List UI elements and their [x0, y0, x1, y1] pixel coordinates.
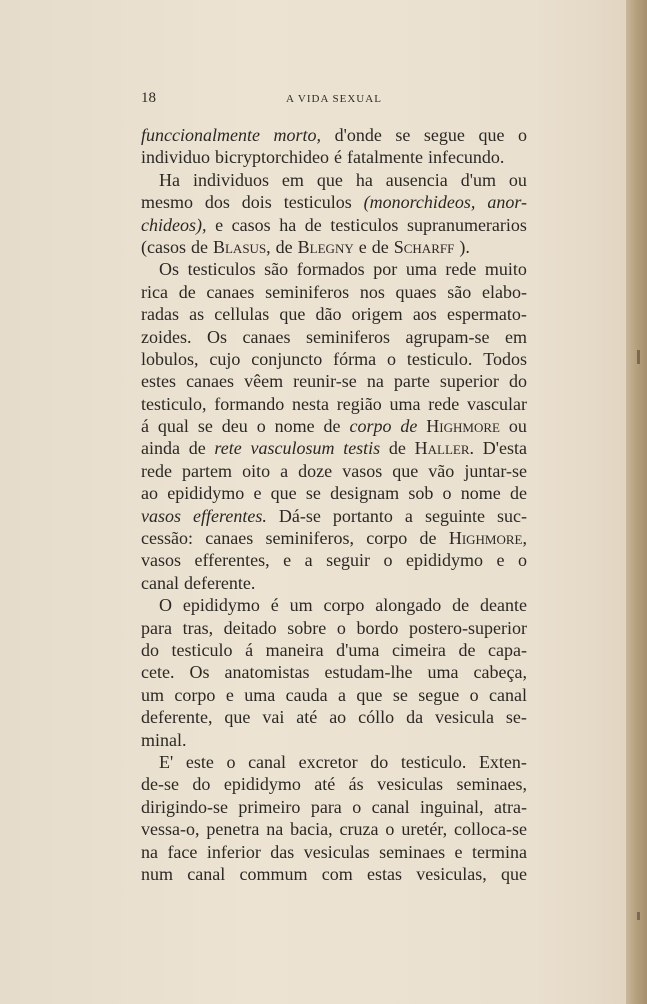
word: vasos	[141, 505, 181, 526]
word: Scharff	[393, 236, 455, 257]
word: de	[419, 528, 437, 549]
word: do	[508, 371, 527, 392]
text-line	[141, 661, 527, 683]
word: morto,	[273, 125, 322, 145]
word: d'onde	[334, 125, 382, 145]
word: com	[321, 863, 353, 884]
word: á	[141, 416, 149, 437]
word: Haller.	[414, 438, 475, 459]
word: testiculo.	[406, 348, 473, 369]
word: de	[178, 281, 196, 302]
word: que	[392, 460, 419, 481]
word: um	[289, 595, 313, 616]
word: formados	[296, 259, 365, 280]
word: anor-	[487, 192, 527, 213]
text-line	[141, 482, 527, 504]
word: na	[266, 819, 284, 840]
word: canal	[248, 751, 287, 772]
word: parte	[393, 371, 430, 392]
word: seminaes	[379, 841, 446, 862]
word: sob	[408, 483, 434, 504]
word: as	[189, 304, 205, 325]
word: atra-	[493, 796, 527, 817]
word: dois	[241, 192, 272, 213]
word: seguinte	[424, 505, 485, 526]
word: D'esta	[482, 438, 527, 459]
word: o	[383, 550, 393, 571]
word: nesta	[292, 393, 329, 414]
word: que	[279, 304, 306, 325]
word: de	[400, 416, 418, 437]
word: zoides.	[141, 326, 192, 347]
text-line	[141, 124, 527, 146]
word: Blegny	[297, 236, 354, 257]
word: a	[338, 684, 346, 705]
word: minal.	[141, 729, 187, 750]
word: cruza	[339, 819, 379, 840]
word: canal	[371, 796, 410, 817]
word: Exten-	[478, 751, 527, 772]
word: reunir-se	[293, 371, 357, 392]
word: (monorchideos,	[363, 192, 476, 213]
word: aos	[412, 304, 437, 325]
word: efferentes,	[194, 550, 270, 571]
word: e	[283, 550, 292, 571]
word: a	[304, 550, 313, 571]
word: e	[496, 550, 505, 571]
word: anatomistas	[224, 662, 310, 683]
word: cujo	[209, 348, 241, 369]
word: corpo	[349, 416, 392, 437]
word: oito	[242, 460, 271, 481]
word: a	[404, 505, 413, 526]
word: doze	[298, 460, 333, 481]
word: de	[190, 236, 208, 257]
text-line	[141, 841, 527, 863]
word: mesmo	[141, 192, 193, 213]
word: de	[371, 236, 389, 257]
word: formando	[214, 393, 285, 414]
word: testiculos	[283, 192, 352, 213]
word: nome	[274, 416, 315, 437]
word: rede	[141, 460, 172, 481]
word: o	[517, 125, 527, 145]
word: espermato-	[446, 304, 527, 325]
page-edge	[626, 0, 647, 1004]
word: do	[141, 639, 159, 660]
word: se	[197, 416, 213, 437]
word: de	[452, 595, 470, 616]
word: vascular	[467, 393, 527, 414]
word: da	[406, 707, 424, 728]
word: fórma	[333, 348, 377, 369]
word: sobre	[287, 617, 327, 638]
word: agrupam-se	[405, 326, 490, 347]
word: Highmore	[426, 416, 500, 437]
word: vasculosum	[250, 438, 335, 459]
word: e	[215, 214, 224, 235]
word: testiculo.	[400, 751, 467, 772]
word: postero-superior	[409, 617, 527, 638]
word: corpo	[174, 684, 216, 705]
word: é	[333, 147, 342, 168]
word: deitado	[223, 617, 277, 638]
word: uretér,	[401, 819, 448, 840]
word: bacia,	[290, 819, 333, 840]
word: uma	[244, 684, 276, 705]
word: uma	[389, 393, 421, 414]
word: primeiro	[238, 796, 301, 817]
word: de	[388, 438, 406, 459]
word: é	[270, 595, 279, 616]
word: na	[141, 841, 158, 862]
word: ).	[459, 236, 470, 257]
word: cabeça,	[473, 662, 527, 683]
word: portanto	[332, 505, 393, 526]
text-line	[141, 594, 527, 616]
word: chideos),	[141, 214, 207, 235]
word: ausencia	[385, 169, 448, 190]
running-title: A VIDA SEXUAL	[286, 93, 382, 105]
word: se	[305, 483, 321, 504]
word: cauda	[285, 684, 328, 705]
word: são	[447, 281, 472, 302]
word: uma	[427, 662, 459, 683]
word: até	[296, 707, 318, 728]
word: vesiculas,	[416, 863, 487, 884]
word: deante	[480, 595, 527, 616]
word: canal	[141, 572, 179, 593]
word: cimeira	[391, 639, 446, 660]
word: de	[458, 639, 476, 660]
text-line	[141, 527, 527, 549]
text-line	[141, 437, 527, 459]
word: nos	[359, 281, 385, 302]
word: lobulos,	[141, 348, 199, 369]
word: seminiferos,	[265, 528, 354, 549]
word: inguinal,	[420, 796, 484, 817]
word: Todos	[483, 348, 527, 369]
word: excretor	[298, 751, 358, 772]
word: quaes	[395, 281, 437, 302]
word: estudam-lhe	[324, 662, 413, 683]
text-line	[141, 393, 527, 415]
word: de-se	[141, 774, 179, 795]
word: e	[454, 841, 463, 862]
word: Highmore,	[448, 528, 527, 549]
word: infecundo.	[427, 147, 505, 168]
page-number: 18	[141, 90, 156, 106]
text-line	[141, 617, 527, 639]
word: cete.	[141, 662, 175, 683]
word: vesiculas	[377, 774, 444, 795]
word: estes	[141, 371, 176, 392]
word: seminiferos	[265, 281, 350, 302]
word: este	[185, 751, 214, 772]
word: que	[500, 863, 527, 884]
word: vesiculas	[303, 841, 370, 862]
text-line	[141, 214, 527, 236]
word: de	[275, 236, 293, 257]
word: por	[373, 259, 398, 280]
word: ao	[329, 707, 347, 728]
word: e	[358, 236, 367, 257]
text-line	[141, 191, 527, 213]
word: cóllo	[358, 707, 395, 728]
word: Blasus,	[212, 236, 271, 257]
word: seguir	[326, 550, 371, 571]
word: canal	[489, 684, 527, 705]
text-line	[141, 863, 527, 885]
text-line	[141, 281, 527, 303]
word: bordo	[356, 617, 399, 638]
text-line	[141, 706, 527, 728]
word: conjuncto	[251, 348, 323, 369]
word: de	[188, 438, 206, 459]
word: o	[386, 348, 396, 369]
word: epididymo	[223, 774, 301, 795]
word: se-	[505, 707, 527, 728]
word: são	[264, 259, 289, 280]
word: partem	[182, 460, 233, 481]
text-line	[141, 415, 527, 437]
word: colloca-se	[453, 819, 527, 840]
word: até	[314, 774, 336, 795]
word: segue	[423, 125, 465, 145]
word: de	[304, 214, 322, 235]
word: vão	[428, 460, 455, 481]
word: e	[253, 483, 262, 504]
word: capa-	[488, 639, 527, 660]
text-line	[141, 505, 527, 527]
edge-mark	[637, 912, 640, 920]
text-line	[141, 303, 527, 325]
text-line	[141, 460, 527, 482]
word: fatalmente	[346, 147, 423, 168]
word: corpo	[323, 595, 365, 616]
word: funccionalmente	[141, 125, 260, 145]
word: vasos	[342, 460, 383, 481]
word: Ha	[159, 169, 180, 190]
word: ou	[508, 416, 527, 437]
word: rete	[214, 438, 242, 459]
word: corpo	[366, 528, 408, 549]
text-line	[141, 169, 527, 191]
body-text	[141, 124, 527, 885]
word: supranumerarios	[406, 214, 527, 235]
word: radas	[141, 304, 179, 325]
word: de	[323, 416, 341, 437]
word: Os	[189, 662, 210, 683]
word: d'uma	[336, 639, 380, 660]
word: testis	[343, 438, 381, 459]
word: inferior	[206, 841, 261, 862]
text-line	[141, 729, 527, 751]
word: testiculo,	[141, 393, 207, 414]
word: dirigindo-se	[141, 796, 228, 817]
page-header	[141, 90, 527, 110]
word: o	[256, 416, 266, 437]
word: muito	[484, 259, 527, 280]
word: ha	[279, 214, 297, 235]
word: o	[352, 796, 362, 817]
word: seminiferos	[306, 326, 390, 347]
word: se	[395, 125, 411, 145]
word: ainda	[141, 438, 180, 459]
word: dos	[204, 192, 230, 213]
word: vêem	[244, 371, 284, 392]
word: bicryptorchideo	[215, 147, 329, 168]
word: o	[336, 617, 346, 638]
word: seminaes,	[456, 774, 527, 795]
word: (casos	[141, 236, 186, 257]
word: uma	[405, 259, 437, 280]
word: que	[270, 483, 297, 504]
text-line	[141, 639, 527, 661]
word: para	[310, 796, 342, 817]
word: á	[245, 639, 254, 660]
word: e	[225, 684, 234, 705]
word: em	[281, 169, 304, 190]
word: face	[167, 841, 198, 862]
word: designam	[330, 483, 400, 504]
word: juntar-se	[464, 460, 527, 481]
word: das	[270, 841, 295, 862]
word: termina	[471, 841, 527, 862]
word: rede	[445, 259, 477, 280]
word: canal	[187, 863, 226, 884]
word: na	[366, 371, 384, 392]
word: em	[505, 326, 527, 347]
word: testiculo	[171, 639, 233, 660]
word: testiculos	[187, 259, 256, 280]
word: commum	[239, 863, 308, 884]
word: individuo	[141, 147, 211, 168]
word: o	[518, 550, 527, 571]
word: alongado	[375, 595, 442, 616]
word: qual	[157, 416, 189, 437]
word: O	[159, 595, 172, 616]
word: tras,	[182, 617, 214, 638]
word: para	[141, 617, 172, 638]
word: dão	[315, 304, 342, 325]
word: que	[224, 707, 251, 728]
word: ou	[508, 169, 527, 190]
text-line	[141, 684, 527, 706]
word: deu	[221, 416, 248, 437]
word: elabo-	[481, 281, 527, 302]
edge-mark	[637, 350, 640, 364]
word: epididymo	[182, 595, 260, 616]
word: efferentes.	[193, 505, 267, 526]
text-line	[141, 572, 527, 594]
word: de	[509, 483, 527, 504]
word: d'um	[460, 169, 496, 190]
word: suc-	[496, 505, 527, 526]
text-line	[141, 348, 527, 370]
word: o	[385, 819, 395, 840]
word: vasos	[141, 550, 181, 571]
text-line	[141, 796, 527, 818]
word: segue	[418, 684, 460, 705]
word: canaes	[242, 326, 291, 347]
word: deferente.	[183, 572, 256, 593]
word: o	[442, 483, 452, 504]
word: Os	[207, 326, 228, 347]
word: E'	[159, 751, 174, 772]
word: Dá-se	[278, 505, 321, 526]
word: o	[469, 684, 479, 705]
word: região	[336, 393, 382, 414]
word: estas	[366, 863, 402, 884]
word: um	[141, 684, 165, 705]
word: superior	[439, 371, 499, 392]
word: num	[141, 863, 174, 884]
word: a	[280, 460, 289, 481]
word: ás	[348, 774, 364, 795]
text-line	[141, 370, 527, 392]
text-line	[141, 258, 527, 280]
word: o	[226, 751, 236, 772]
word: cellulas	[214, 304, 270, 325]
word: se	[392, 684, 408, 705]
text-line	[141, 146, 527, 168]
word: rede	[428, 393, 460, 414]
word: rica	[141, 281, 168, 302]
word: Os	[159, 259, 180, 280]
text-line	[141, 236, 527, 258]
word: do	[192, 774, 211, 795]
word: canaes	[205, 528, 254, 549]
text-line	[141, 818, 527, 840]
word: individuos	[192, 169, 269, 190]
word: testiculos	[330, 214, 399, 235]
word: ha	[355, 169, 373, 190]
word: que	[478, 125, 505, 145]
text-line	[141, 751, 527, 773]
word: ao	[141, 483, 158, 504]
word: deferente,	[141, 707, 213, 728]
text-line	[141, 549, 527, 571]
word: maneira	[265, 639, 324, 660]
word: canaes	[206, 281, 255, 302]
word: vessa-o,	[141, 819, 200, 840]
text-line	[141, 773, 527, 795]
word: vai	[262, 707, 285, 728]
word: epididymo	[167, 483, 245, 504]
word: vesicula	[435, 707, 494, 728]
word: casos	[231, 214, 271, 235]
word: canaes	[186, 371, 235, 392]
word: origem	[351, 304, 403, 325]
word: que	[316, 169, 343, 190]
word: que	[356, 684, 383, 705]
text-line	[141, 326, 527, 348]
word: nome	[460, 483, 501, 504]
word: do	[370, 751, 389, 772]
word: cessão:	[141, 528, 193, 549]
word: penetra	[206, 819, 260, 840]
word: epididymo	[406, 550, 484, 571]
